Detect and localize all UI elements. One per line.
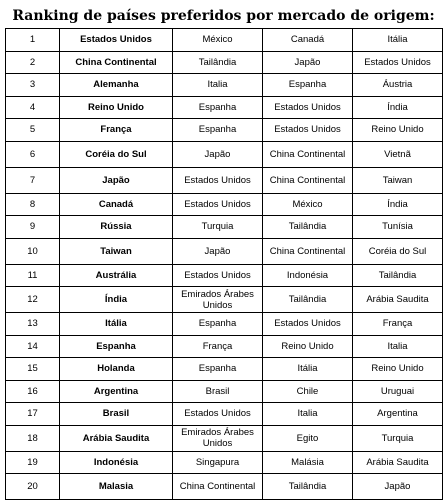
third-choice-cell: Tunísia	[353, 216, 443, 239]
third-choice-cell: Japão	[353, 474, 443, 500]
table-row	[6, 335, 443, 358]
first-choice-cell: Estados Unidos	[173, 264, 263, 287]
second-choice-cell: México	[263, 193, 353, 216]
first-choice-cell: Espanha	[173, 96, 263, 119]
origin-market-cell: Canadá	[60, 193, 173, 216]
third-choice-cell: Tailândia	[353, 264, 443, 287]
table-row	[6, 216, 443, 239]
rank-cell: 19	[6, 451, 60, 474]
origin-market-cell: Coréia do Sul	[60, 141, 173, 167]
third-choice-cell: Índia	[353, 96, 443, 119]
second-choice-cell: Reino Unido	[263, 335, 353, 358]
first-choice-cell: Tailândia	[173, 51, 263, 74]
table-row	[6, 29, 443, 52]
second-choice-cell: Italia	[263, 403, 353, 426]
first-choice-cell: Turquia	[173, 216, 263, 239]
rank-cell: 16	[6, 380, 60, 403]
origin-market-cell: França	[60, 119, 173, 142]
rank-cell: 12	[6, 287, 60, 313]
first-choice-cell: Estados Unidos	[173, 167, 263, 193]
third-choice-cell: Itália	[353, 29, 443, 52]
origin-market-cell: Indonésia	[60, 451, 173, 474]
rank-cell: 14	[6, 335, 60, 358]
first-choice-cell: Estados Unidos	[173, 403, 263, 426]
table-row	[6, 238, 443, 264]
first-choice-cell: México	[173, 29, 263, 52]
table-row	[6, 193, 443, 216]
second-choice-cell: Malásia	[263, 451, 353, 474]
second-choice-cell: Tailândia	[263, 216, 353, 239]
table-row	[6, 403, 443, 426]
rank-cell: 20	[6, 474, 60, 500]
first-choice-cell: Espanha	[173, 313, 263, 336]
rank-cell: 11	[6, 264, 60, 287]
rank-cell: 13	[6, 313, 60, 336]
table-row	[6, 167, 443, 193]
third-choice-cell: Reino Unido	[353, 358, 443, 381]
table-row	[6, 141, 443, 167]
table-row	[6, 264, 443, 287]
rank-cell: 3	[6, 74, 60, 97]
first-choice-cell: França	[173, 335, 263, 358]
second-choice-cell: China Continental	[263, 167, 353, 193]
first-choice-cell: Brasil	[173, 380, 263, 403]
first-choice-cell: Espanha	[173, 358, 263, 381]
first-choice-cell: Singapura	[173, 451, 263, 474]
origin-market-cell: Reino Unido	[60, 96, 173, 119]
origin-market-cell: Espanha	[60, 335, 173, 358]
table-row	[6, 358, 443, 381]
rank-cell: 17	[6, 403, 60, 426]
third-choice-cell: Taiwan	[353, 167, 443, 193]
table-row	[6, 287, 443, 313]
third-choice-cell: Arábia Saudita	[353, 451, 443, 474]
table-row	[6, 474, 443, 500]
rank-cell: 18	[6, 425, 60, 451]
origin-market-cell: Brasil	[60, 403, 173, 426]
third-choice-cell: Áustria	[353, 74, 443, 97]
rank-cell: 2	[6, 51, 60, 74]
first-choice-cell: China Continental	[173, 474, 263, 500]
page-title: Ranking de países preferidos por mercado de origem:	[12, 8, 435, 24]
second-choice-cell: Chile	[263, 380, 353, 403]
origin-market-cell: China Continental	[60, 51, 173, 74]
rank-cell: 1	[6, 29, 60, 52]
second-choice-cell: Estados Unidos	[263, 96, 353, 119]
first-choice-cell: Emirados Árabes Unidos	[173, 287, 263, 313]
rank-cell: 15	[6, 358, 60, 381]
second-choice-cell: Egito	[263, 425, 353, 451]
origin-market-cell: Argentina	[60, 380, 173, 403]
second-choice-cell: Canadá	[263, 29, 353, 52]
third-choice-cell: França	[353, 313, 443, 336]
origin-market-cell: Índia	[60, 287, 173, 313]
first-choice-cell: Italia	[173, 74, 263, 97]
rank-cell: 9	[6, 216, 60, 239]
table-row	[6, 425, 443, 451]
first-choice-cell: Japão	[173, 238, 263, 264]
rank-cell: 7	[6, 167, 60, 193]
third-choice-cell: Argentina	[353, 403, 443, 426]
origin-market-cell: Estados Unidos	[60, 29, 173, 52]
table-row	[6, 74, 443, 97]
second-choice-cell: Tailândia	[263, 287, 353, 313]
origin-market-cell: Holanda	[60, 358, 173, 381]
rank-cell: 8	[6, 193, 60, 216]
table-row	[6, 451, 443, 474]
origin-market-cell: Rússia	[60, 216, 173, 239]
origin-market-cell: Malasia	[60, 474, 173, 500]
second-choice-cell: China Continental	[263, 141, 353, 167]
table-row	[6, 51, 443, 74]
second-choice-cell: Tailândia	[263, 474, 353, 500]
table-row	[6, 119, 443, 142]
rank-cell: 4	[6, 96, 60, 119]
third-choice-cell: Coréia do Sul	[353, 238, 443, 264]
origin-market-cell: Taiwan	[60, 238, 173, 264]
first-choice-cell: Japão	[173, 141, 263, 167]
first-choice-cell: Estados Unidos	[173, 193, 263, 216]
third-choice-cell: Uruguai	[353, 380, 443, 403]
table-row	[6, 313, 443, 336]
second-choice-cell: Estados Unidos	[263, 119, 353, 142]
third-choice-cell: Vietnã	[353, 141, 443, 167]
rank-cell: 5	[6, 119, 60, 142]
first-choice-cell: Emirados Árabes Unidos	[173, 425, 263, 451]
origin-market-cell: Alemanha	[60, 74, 173, 97]
table-row	[6, 96, 443, 119]
third-choice-cell: Estados Unidos	[353, 51, 443, 74]
first-choice-cell: Espanha	[173, 119, 263, 142]
third-choice-cell: Índia	[353, 193, 443, 216]
second-choice-cell: Indonésia	[263, 264, 353, 287]
rank-cell: 6	[6, 141, 60, 167]
second-choice-cell: Estados Unidos	[263, 313, 353, 336]
third-choice-cell: Italia	[353, 335, 443, 358]
table-row	[6, 380, 443, 403]
ranking-table-body	[6, 29, 443, 500]
third-choice-cell: Turquia	[353, 425, 443, 451]
second-choice-cell: Japão	[263, 51, 353, 74]
second-choice-cell: Itália	[263, 358, 353, 381]
origin-market-cell: Austrália	[60, 264, 173, 287]
second-choice-cell: Espanha	[263, 74, 353, 97]
origin-market-cell: Japão	[60, 167, 173, 193]
origin-market-cell: Itália	[60, 313, 173, 336]
third-choice-cell: Reino Unido	[353, 119, 443, 142]
second-choice-cell: China Continental	[263, 238, 353, 264]
origin-market-cell: Arábia Saudita	[60, 425, 173, 451]
third-choice-cell: Arábia Saudita	[353, 287, 443, 313]
ranking-table	[5, 28, 443, 500]
rank-cell: 10	[6, 238, 60, 264]
